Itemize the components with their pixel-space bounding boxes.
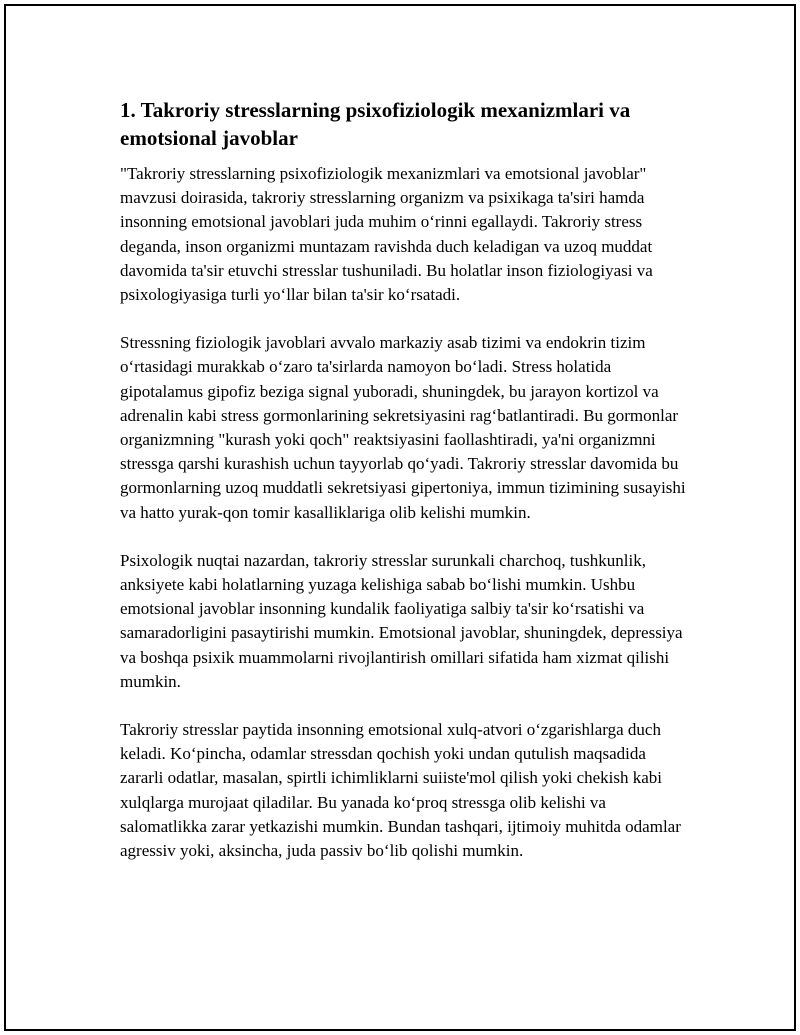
paragraph-4: Takroriy stresslar paytida insonning emotsional xulq-atvori oʻzgarishlarga duch keladi. Koʻpincha, odamlar stressdan qochish yoki undan qutulish maqsadida zararli odatlar, masalan, spirtli ichimliklarni suiiste'mol qilish yoki chekish kabi xulqlarga murojaat qiladilar. Bu yanada koʻproq stressga olib kelishi va salomatlikka zarar yetkazishi mumkin. Bundan tashqari, ijtimoiy muhitda odamlar agressiv yoki, aksincha, juda passiv boʻlib qolishi mumkin. xyxy=(120,720,681,861)
document-body xyxy=(120,96,692,887)
document-page xyxy=(4,4,796,1031)
paragraph-3: Psixologik nuqtai nazardan, takroriy stresslar surunkali charchoq, tushkunlik, anksiyete kabi holatlarning yuzaga kelishiga sabab boʻlishi mumkin. Ushbu emotsional javoblar insonning kundalik faoliyatiga salbiy ta'sir koʻrsatishi va samaradorligini pasaytirishi mumkin. Emotsional javoblar, shuningdek, depressiya va boshqa psixik muammolarni rivojlantirish omillari sifatida ham xizmat qilishi mumkin. xyxy=(120,550,683,691)
paragraph-1: "Takroriy stresslarning psixofiziologik mexanizmlari va emotsional javoblar" mavzusi doirasida, takroriy stresslarning organizm va psixikaga ta'siri hamda insonning emotsional javoblari juda muhim oʻrinni egallaydi. Takroriy stress deganda, inson organizmi muntazam ravishda duch keladigan va uzoq muddat davomida ta'sir etuvchi stresslar tushuniladi. Bu holatlar inson fiziologiyasi va psixologiyasiga turli yoʻllar bilan ta'sir koʻrsatadi. xyxy=(120,164,653,305)
section-heading: 1. Takroriy stresslarning psixofiziologik mexanizmlari va emotsional javoblar xyxy=(120,98,631,150)
paragraph-2: Stressning fiziologik javoblari avvalo markaziy asab tizimi va endokrin tizim oʻrtasidagi murakkab oʻzaro ta'sirlarda namoyon boʻladi. Stress holatida gipotalamus gipofiz beziga signal yuboradi, shuningdek, bu jarayon kortizol va adrenalin kabi stress gormonlarining sekretsiyasini ragʻbatlantiradi. Bu gormonlar organizmning "kurash yoki qoch" reaktsiyasini faollashtiradi, ya'ni organizmni stressga qarshi kurashish uchun tayyorlab qoʻyadi. Takroriy stresslar davomida bu gormonlarning uzoq muddatli sekretsiyasi gipertoniya, immun tizimining susayishi va hatto yurak-qon tomir kasalliklariga olib kelishi mumkin. xyxy=(120,333,686,522)
